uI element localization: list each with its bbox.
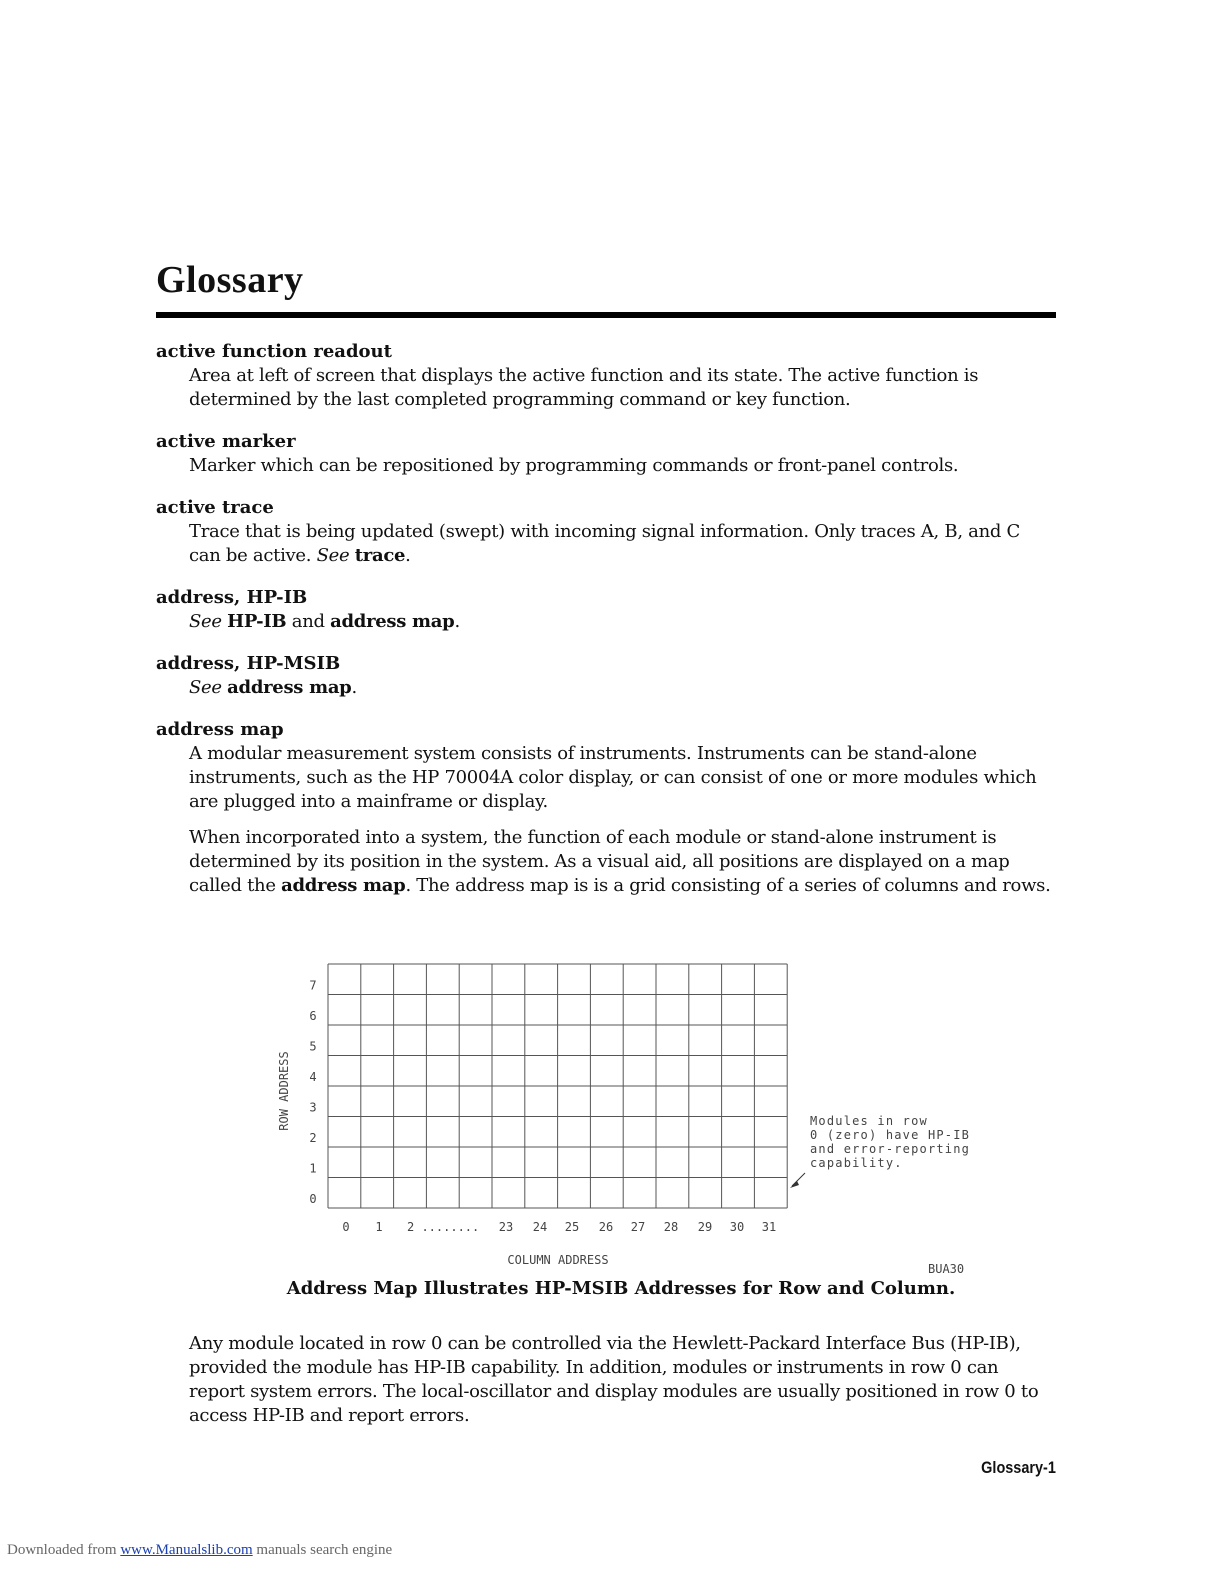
glossary-definition: Area at left of screen that displays the active function and its state. The active function is determined by the last completed programming command or key function. [189, 365, 979, 410]
page-title: Glossary [156, 259, 304, 301]
column-tick-label: 28 [663, 1220, 679, 1234]
annotation-line: and error-reporting [810, 1142, 971, 1156]
row-tick-label: 6 [309, 1008, 317, 1023]
row-axis-label: ROW ADDRESS [277, 1051, 291, 1131]
glossary-entry [156, 340, 1056, 412]
annotation-line: capability. [810, 1156, 903, 1170]
page-number: Glossary-1 [981, 1458, 1056, 1477]
download-footer [7, 1542, 392, 1559]
glossary-term: active trace [156, 497, 274, 518]
row-tick-label: 3 [309, 1100, 317, 1115]
column-tick-label: 23 [498, 1220, 514, 1234]
glossary-definition [189, 826, 1056, 898]
column-tick-label: 1 [375, 1220, 383, 1234]
manualslib-link[interactable]: www.Manualslib.com [120, 1542, 253, 1558]
glossary-definition [189, 520, 1056, 568]
glossary-term: active function readout [156, 341, 392, 362]
row-tick-label: 7 [309, 978, 317, 993]
cross-reference: address map [330, 611, 455, 632]
glossary-definition: A modular measurement system consists of instruments. Instruments can be stand-alone instruments, such as the HP 70004A color display, or can consist of one or more modules which are plugged into a mainframe or display. [189, 743, 1037, 812]
definition-text: . The address map is is a grid consisting of a series of columns and rows. [405, 875, 1051, 896]
punctuation: . [454, 611, 460, 632]
and-word: and [291, 611, 325, 632]
figure-caption: Address Map Illustrates HP-MSIB Addresses for Row and Column. [286, 1278, 956, 1299]
address-map-figure [270, 955, 990, 1275]
cross-reference: trace [354, 545, 406, 566]
column-tick-label: 24 [532, 1220, 548, 1234]
glossary-entry [156, 496, 1056, 568]
row-tick-label: 5 [309, 1039, 317, 1054]
annotation-line: 0 (zero) have HP-IB [810, 1128, 971, 1142]
cross-reference: HP-IB [227, 611, 287, 632]
glossary-entry [156, 718, 1056, 898]
glossary-term: address, HP-MSIB [156, 653, 341, 674]
glossary-term: address, HP-IB [156, 587, 308, 608]
column-tick-label: 2 ........ [407, 1220, 480, 1234]
punctuation: . [405, 545, 411, 566]
row-tick-label: 0 [309, 1191, 317, 1206]
cross-reference: address map [281, 875, 406, 896]
column-axis-label: COLUMN ADDRESS [507, 1253, 609, 1267]
see-word: See [189, 677, 222, 698]
title-rule [156, 312, 1056, 318]
cross-reference: address map [227, 677, 352, 698]
column-tick-label: 31 [761, 1220, 777, 1234]
see-word: See [316, 545, 350, 566]
column-tick-label: 25 [564, 1220, 580, 1234]
punctuation: . [351, 677, 357, 698]
annotation-line: Modules in row [810, 1114, 928, 1128]
glossary-entry [156, 586, 1056, 634]
definition-text: When incorporated into a system, the function of each module or stand-alone instrument is determined by its position in the system. As a visual aid, all positions are displayed on a map called the [189, 827, 1010, 896]
definition-text: Trace that is being updated (swept) with incoming signal information. Only traces A, B, and C can be active. [189, 521, 1021, 566]
row-tick-label: 4 [309, 1069, 317, 1084]
arrow-head-icon [790, 1181, 799, 1188]
glossary-definition [189, 610, 1056, 634]
column-tick-label: 26 [598, 1220, 614, 1234]
glossary-entry [156, 430, 1056, 478]
glossary-term: address map [156, 719, 284, 740]
glossary-definition [189, 676, 1056, 700]
glossary-entries [156, 340, 1056, 916]
footer-prefix: Downloaded from [7, 1542, 117, 1558]
footer-suffix: manuals search engine [256, 1542, 393, 1558]
glossary-definition: Marker which can be repositioned by programming commands or front-panel controls. [189, 455, 959, 476]
column-tick-label: 27 [630, 1220, 646, 1234]
address-map-grid [270, 955, 990, 1275]
body-paragraph: Any module located in row 0 can be controlled via the Hewlett-Packard Interface Bus (HP-IB), provided the module has HP-IB capability. In addition, modules or instruments in row 0 can report system errors. The local-oscillator and display modules are usually positioned in row 0 to access HP-IB and report errors. [189, 1333, 1039, 1426]
glossary-term: active marker [156, 431, 296, 452]
column-tick-label: 0 [342, 1220, 350, 1234]
row-tick-label: 2 [309, 1130, 317, 1145]
figure-id: BUA30 [928, 1262, 965, 1275]
column-tick-label: 30 [729, 1220, 745, 1234]
row-tick-label: 1 [309, 1161, 317, 1176]
see-word: See [189, 611, 222, 632]
glossary-entry [156, 652, 1056, 700]
column-tick-label: 29 [697, 1220, 713, 1234]
